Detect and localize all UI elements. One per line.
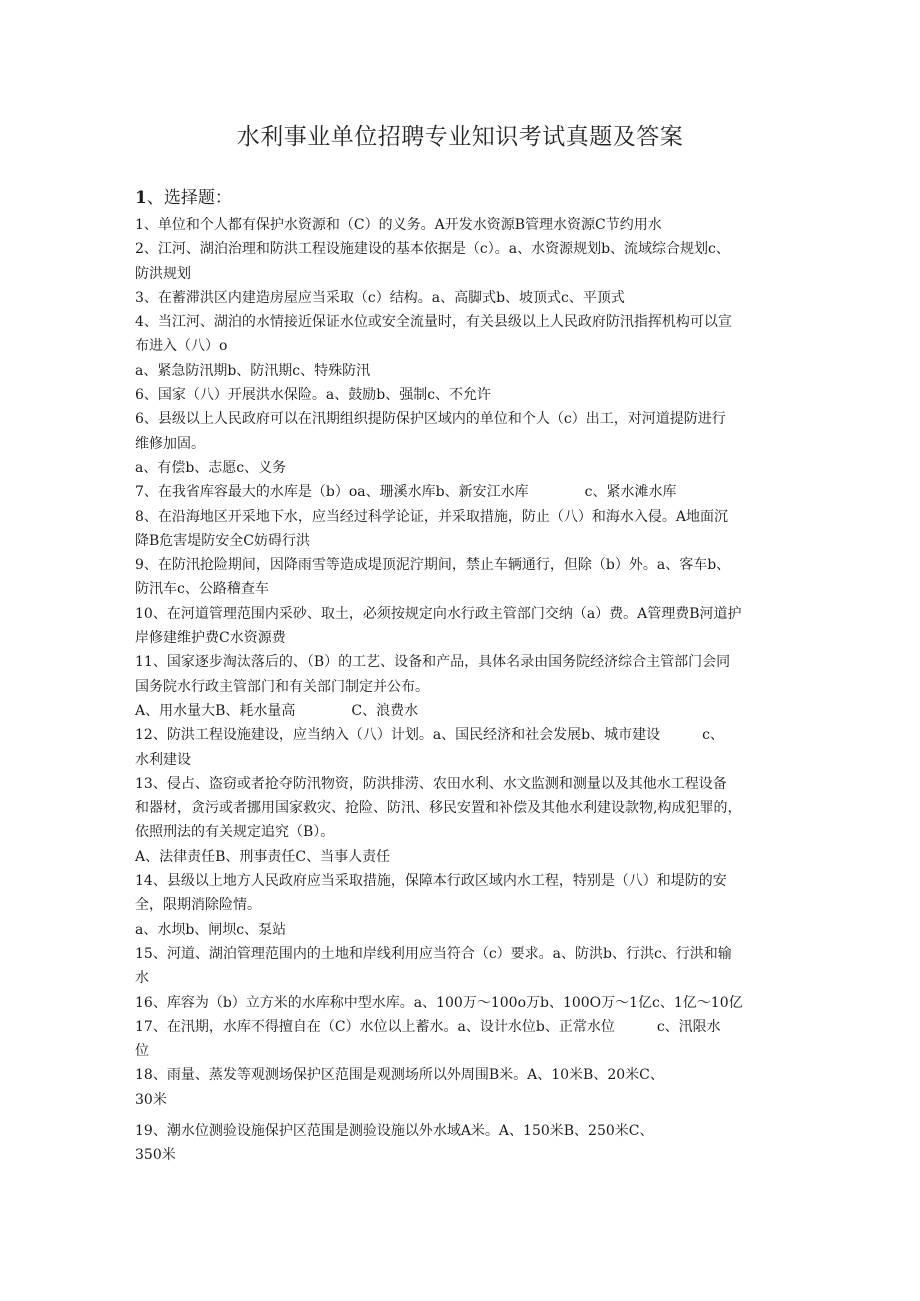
text-line: 4、当江河、湖泊的水情接近保证水位或安全流量时，有关县级以上人民政府防汛指挥机构可以宣 bbox=[135, 314, 732, 331]
text-line: 18、雨量、蒸发等观测场保护区范围是观测场所以外周围B米。A、10米B、20米C、 bbox=[135, 1067, 664, 1084]
text-line: 13、侵占、盗窃或者抢夺防汛物资，防洪排涝、农田水利、水文监测和测量以及其他水工程设备 bbox=[135, 775, 727, 792]
text-line: 水 bbox=[135, 970, 149, 987]
text-line: 12、防洪工程设施建设，应当纳入（八）计划。a、国民经济和社会发展b、城市建设 c、 bbox=[135, 727, 724, 744]
text-line: 11、国家逐步淘汰落后的、（B）的工艺、设备和产品，具体名录由国务院经济综合主管部门会同 bbox=[135, 654, 731, 671]
text-line: 国务院水行政主管部门和有关部门制定并公布。 bbox=[135, 678, 429, 695]
text-line: a、水坝b、闸坝c、泵站 bbox=[135, 921, 287, 938]
text-line: 布进入（八）o bbox=[135, 338, 228, 355]
text-line: 1、单位和个人都有保护水资源和（C）的义务。A开发水资源B管理水资源C节约用水 bbox=[135, 217, 662, 233]
text-line: 17、在汛期，水库不得擅自在（C）水位以上蓄水。a、设计水位b、正常水位 c、汛限水 bbox=[135, 1018, 721, 1035]
text-line: 2、江河、湖泊治理和防洪工程设施建设的基本依据是（c）。a、水资源规划b、流域综合规划c、 bbox=[135, 241, 730, 258]
text-line: 15、河道、湖泊管理范围内的土地和岸线利用应当符合（c）要求。a、防洪b、行洪c、行洪和输 bbox=[135, 945, 732, 962]
text-line: 位 bbox=[135, 1043, 149, 1060]
section-label: 、选择题： bbox=[146, 188, 232, 208]
section-heading bbox=[135, 186, 232, 210]
text-line: 降B危害堤防安全C妨碍行洪 bbox=[135, 532, 310, 549]
text-line: A、用水量大B、耗水量高 C、浪费水 bbox=[135, 702, 419, 719]
document-title: 水利事业单位招聘专业知识考试真题及答案 bbox=[236, 124, 684, 150]
text-line: a、紧急防汛期b、防汛期c、特殊防汛 bbox=[135, 362, 371, 379]
text-line: A、法律责任B、刑事责任C、当事人责任 bbox=[135, 848, 391, 865]
text-line: 维修加固。 bbox=[135, 435, 205, 452]
text-line: 14、县级以上地方人民政府应当采取措施，保障本行政区域内水工程，特别是（八）和堤防的安 bbox=[135, 873, 727, 890]
paragraph-gap bbox=[135, 1112, 795, 1119]
section-number: 1 bbox=[135, 188, 147, 208]
text-line: 6、县级以上人民政府可以在汛期组织提防保护区域内的单位和个人（c）出工，对河道提防进行 bbox=[135, 411, 726, 428]
text-line: 防汛车c、公路稽查车 bbox=[135, 581, 269, 598]
text-line: 依照刑法的有关规定追究（B）。 bbox=[135, 824, 335, 841]
text-line: 6、国家（八）开展洪水保险。a、鼓励b、强制c、不允许 bbox=[135, 387, 492, 404]
text-line: 7、在我省库容最大的水库是（b）oa、珊溪水库b、新安江水库 c、紧水滩水库 bbox=[135, 484, 677, 501]
text-line: a、有偿b、志愿c、义务 bbox=[135, 459, 287, 476]
text-line: 水利建设 bbox=[135, 751, 191, 768]
text-line: 19、潮水位测验设施保护区范围是测验设施以外水域A米。A、150米B、250米C、 bbox=[135, 1122, 654, 1139]
text-line: 全，限期消除险情。 bbox=[135, 897, 261, 914]
text-line: 9、在防汛抢险期间，因降雨雪等造成堤顶泥泞期间，禁止车辆通行，但除（b）外。a、客车b、 bbox=[135, 557, 731, 574]
text-line: 和器材，贪污或者挪用国家救灾、抢险、防汛、移民安置和补偿及其他水利建设款物,构成犯罪的， bbox=[135, 800, 742, 817]
text-line: 350米 bbox=[135, 1147, 176, 1164]
text-line: 16、库容为（b）立方米的水库称中型水库。a、100万～100o万b、100O万～1亿c、1亿～10亿 bbox=[135, 994, 743, 1011]
question-list bbox=[135, 213, 795, 1168]
text-line: 8、在沿海地区开采地下水，应当经过科学论证，并采取措施，防止（八）和海水入侵。A地面沉 bbox=[135, 508, 729, 525]
text-line: 3、在蓄滞洪区内建造房屋应当采取（c）结构。a、高脚式b、坡顶式c、平顶式 bbox=[135, 289, 625, 306]
text-line: 10、在河道管理范围内采砂、取土，必须按规定向水行政主管部门交纳（a）费。A管理费B河道护 bbox=[135, 605, 742, 622]
text-line: 防洪规划 bbox=[135, 265, 191, 282]
text-line: 30米 bbox=[135, 1091, 167, 1108]
text-line: 岸修建维护费C水资源费 bbox=[135, 630, 286, 647]
